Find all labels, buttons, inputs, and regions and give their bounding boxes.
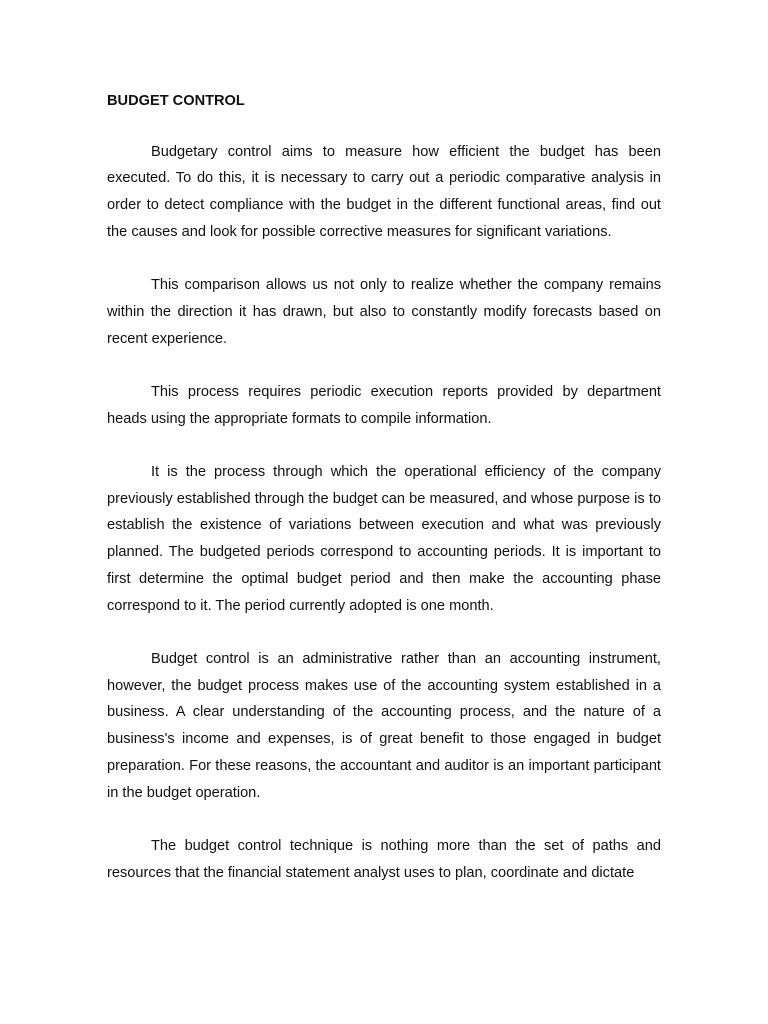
document-title: BUDGET CONTROL [107, 93, 245, 109]
paragraph-2: This comparison allows us not only to realize whether the company remains within the direction it has drawn, but also to constantly modify forecasts based on recent experience. [107, 277, 661, 347]
paragraph-4: It is the process through which the operational efficiency of the company previously established through the budget can be measured, and whose purpose is to establish the existence of variations between execution and what was previously planned. The budgeted periods correspond to accounting periods. It is important to first determine the optimal budget period and then make the accounting phase correspond to it. The period currently adopted is one month. [107, 464, 661, 614]
paragraph-6: The budget control technique is nothing more than the set of paths and resources that the financial statement analyst uses to plan, coordinate and dictate [107, 837, 661, 881]
paragraph-5: Budget control is an administrative rather than an accounting instrument, however, the budget process makes use of the accounting system established in a business. A clear understanding of the accounting process, and the nature of a business's income and expenses, is of great benefit to those engaged in budget preparation. For these reasons, the accountant and auditor is an important participant in the budget operation. [107, 650, 661, 801]
document-body [107, 90, 661, 913]
paragraph-1: Budgetary control aims to measure how efficient the budget has been executed. To do this, it is necessary to carry out a periodic comparative analysis in order to detect compliance with the budget in the different functional areas, find out the causes and look for possible corrective measures for significant variations. [107, 143, 661, 240]
paragraph-3: This process requires periodic execution reports provided by department heads using the appropriate formats to compile information. [107, 383, 661, 427]
